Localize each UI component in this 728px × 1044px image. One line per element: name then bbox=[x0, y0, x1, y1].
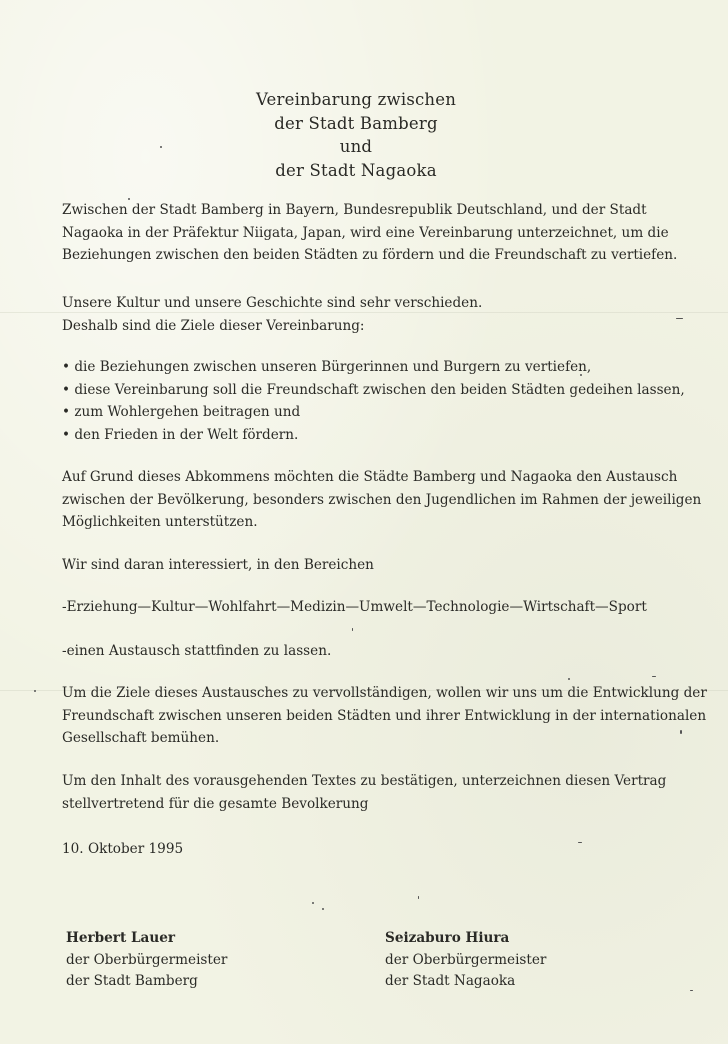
goals-list bbox=[62, 356, 685, 446]
paragraph-line: Zwischen der Stadt Bamberg in Bayern, Bundesrepublik Deutschland, und der Stadt bbox=[62, 202, 647, 218]
scan-speck bbox=[680, 730, 682, 734]
title-line: Vereinbarung zwischen bbox=[255, 90, 457, 109]
goal-list-item: • zum Wohlergehen beitragen und bbox=[62, 404, 301, 420]
scan-speck bbox=[418, 896, 419, 899]
goal-list-item: • diese Vereinbarung soll die Freundschaft zwischen den beiden Städten gedeihen lassen, bbox=[62, 381, 685, 398]
scan-speck bbox=[568, 678, 570, 680]
exchange-end-paragraph bbox=[62, 640, 662, 663]
scan-speck bbox=[652, 676, 656, 677]
paragraph-line: Gesellschaft bemühen. bbox=[62, 730, 220, 746]
paragraph-line: Deshalb sind die Ziele dieser Vereinbarung: bbox=[62, 317, 365, 334]
title-line: und bbox=[339, 137, 373, 156]
scan-speck bbox=[312, 902, 314, 904]
exchange-paragraph bbox=[62, 466, 702, 534]
signatory-role: der Oberbürgermeister bbox=[66, 951, 228, 968]
scan-speck bbox=[322, 908, 324, 910]
paragraph-line: Nagaoka in der Präfektur Niigata, Japan, wird eine Vereinbarung unterzeichnet, um die bbox=[62, 224, 669, 241]
signatory-left bbox=[66, 928, 227, 993]
signatory-city: der Stadt Nagaoka bbox=[385, 973, 516, 989]
paragraph-line: Unsere Kultur und unsere Geschichte sind sehr verschieden. bbox=[62, 295, 483, 311]
title-line: der Stadt Bamberg bbox=[274, 113, 438, 133]
paragraph-line: Auf Grund dieses Abkommens möchten die Städte Bamberg und Nagaoka den Austausch bbox=[62, 469, 678, 485]
signatory-city: der Stadt Bamberg bbox=[66, 973, 198, 989]
aims-paragraph bbox=[62, 682, 707, 750]
signatory-right bbox=[385, 928, 546, 993]
document-date bbox=[62, 838, 662, 861]
confirm-paragraph bbox=[62, 770, 667, 815]
signatory-role: der Oberbürgermeister bbox=[385, 951, 547, 968]
signatory-name: Herbert Lauer bbox=[66, 930, 176, 946]
scan-speck bbox=[690, 990, 693, 991]
interest-paragraph bbox=[62, 554, 662, 577]
paragraph-line: Wir sind daran interessiert, in den Bereichen bbox=[62, 557, 374, 573]
fields-list bbox=[62, 596, 662, 619]
scan-speck bbox=[352, 628, 353, 631]
paragraph-line: Freundschaft zwischen unseren beiden Städten und ihrer Entwicklung in der internationalen bbox=[62, 707, 707, 724]
goal-list-item: • den Frieden in der Welt fördern. bbox=[62, 426, 299, 443]
date-text: 10. Oktober 1995 bbox=[62, 841, 184, 857]
document-title bbox=[0, 88, 712, 182]
title-line: der Stadt Nagaoka bbox=[275, 160, 437, 180]
paragraph-line: Um den Inhalt des vorausgehenden Textes zu bestätigen, unterzeichnen diesen Vertrag bbox=[62, 773, 667, 789]
scan-speck bbox=[34, 690, 36, 692]
paragraph-line: zwischen der Bevölkerung, besonders zwischen den Jugendlichen im Rahmen der jeweiligen bbox=[62, 491, 702, 508]
culture-paragraph bbox=[62, 292, 662, 337]
intro-paragraph bbox=[62, 199, 678, 267]
paragraph-line: Beziehungen zwischen den beiden Städten zu fördern und die Freundschaft zu vertiefen. bbox=[62, 247, 678, 263]
paragraph-line: stellvertretend für die gesamte Bevolkerung bbox=[62, 795, 369, 812]
paragraph-line: Möglichkeiten unterstützen. bbox=[62, 514, 258, 530]
signatory-name: Seizaburo Hiura bbox=[385, 930, 510, 946]
goal-list-item: • die Beziehungen zwischen unseren Bürgerinnen und Burgern zu vertiefen, bbox=[62, 359, 592, 375]
paragraph-line: -einen Austausch stattfinden zu lassen. bbox=[62, 643, 332, 659]
paragraph-line: Um die Ziele dieses Austausches zu vervollständigen, wollen wir uns um die Entwicklung der bbox=[62, 685, 707, 701]
paragraph-line: -Erziehung—Kultur—Wohlfahrt—Medizin—Umwelt—Technologie—Wirtschaft—Sport bbox=[62, 599, 647, 615]
scan-speck bbox=[676, 318, 683, 319]
